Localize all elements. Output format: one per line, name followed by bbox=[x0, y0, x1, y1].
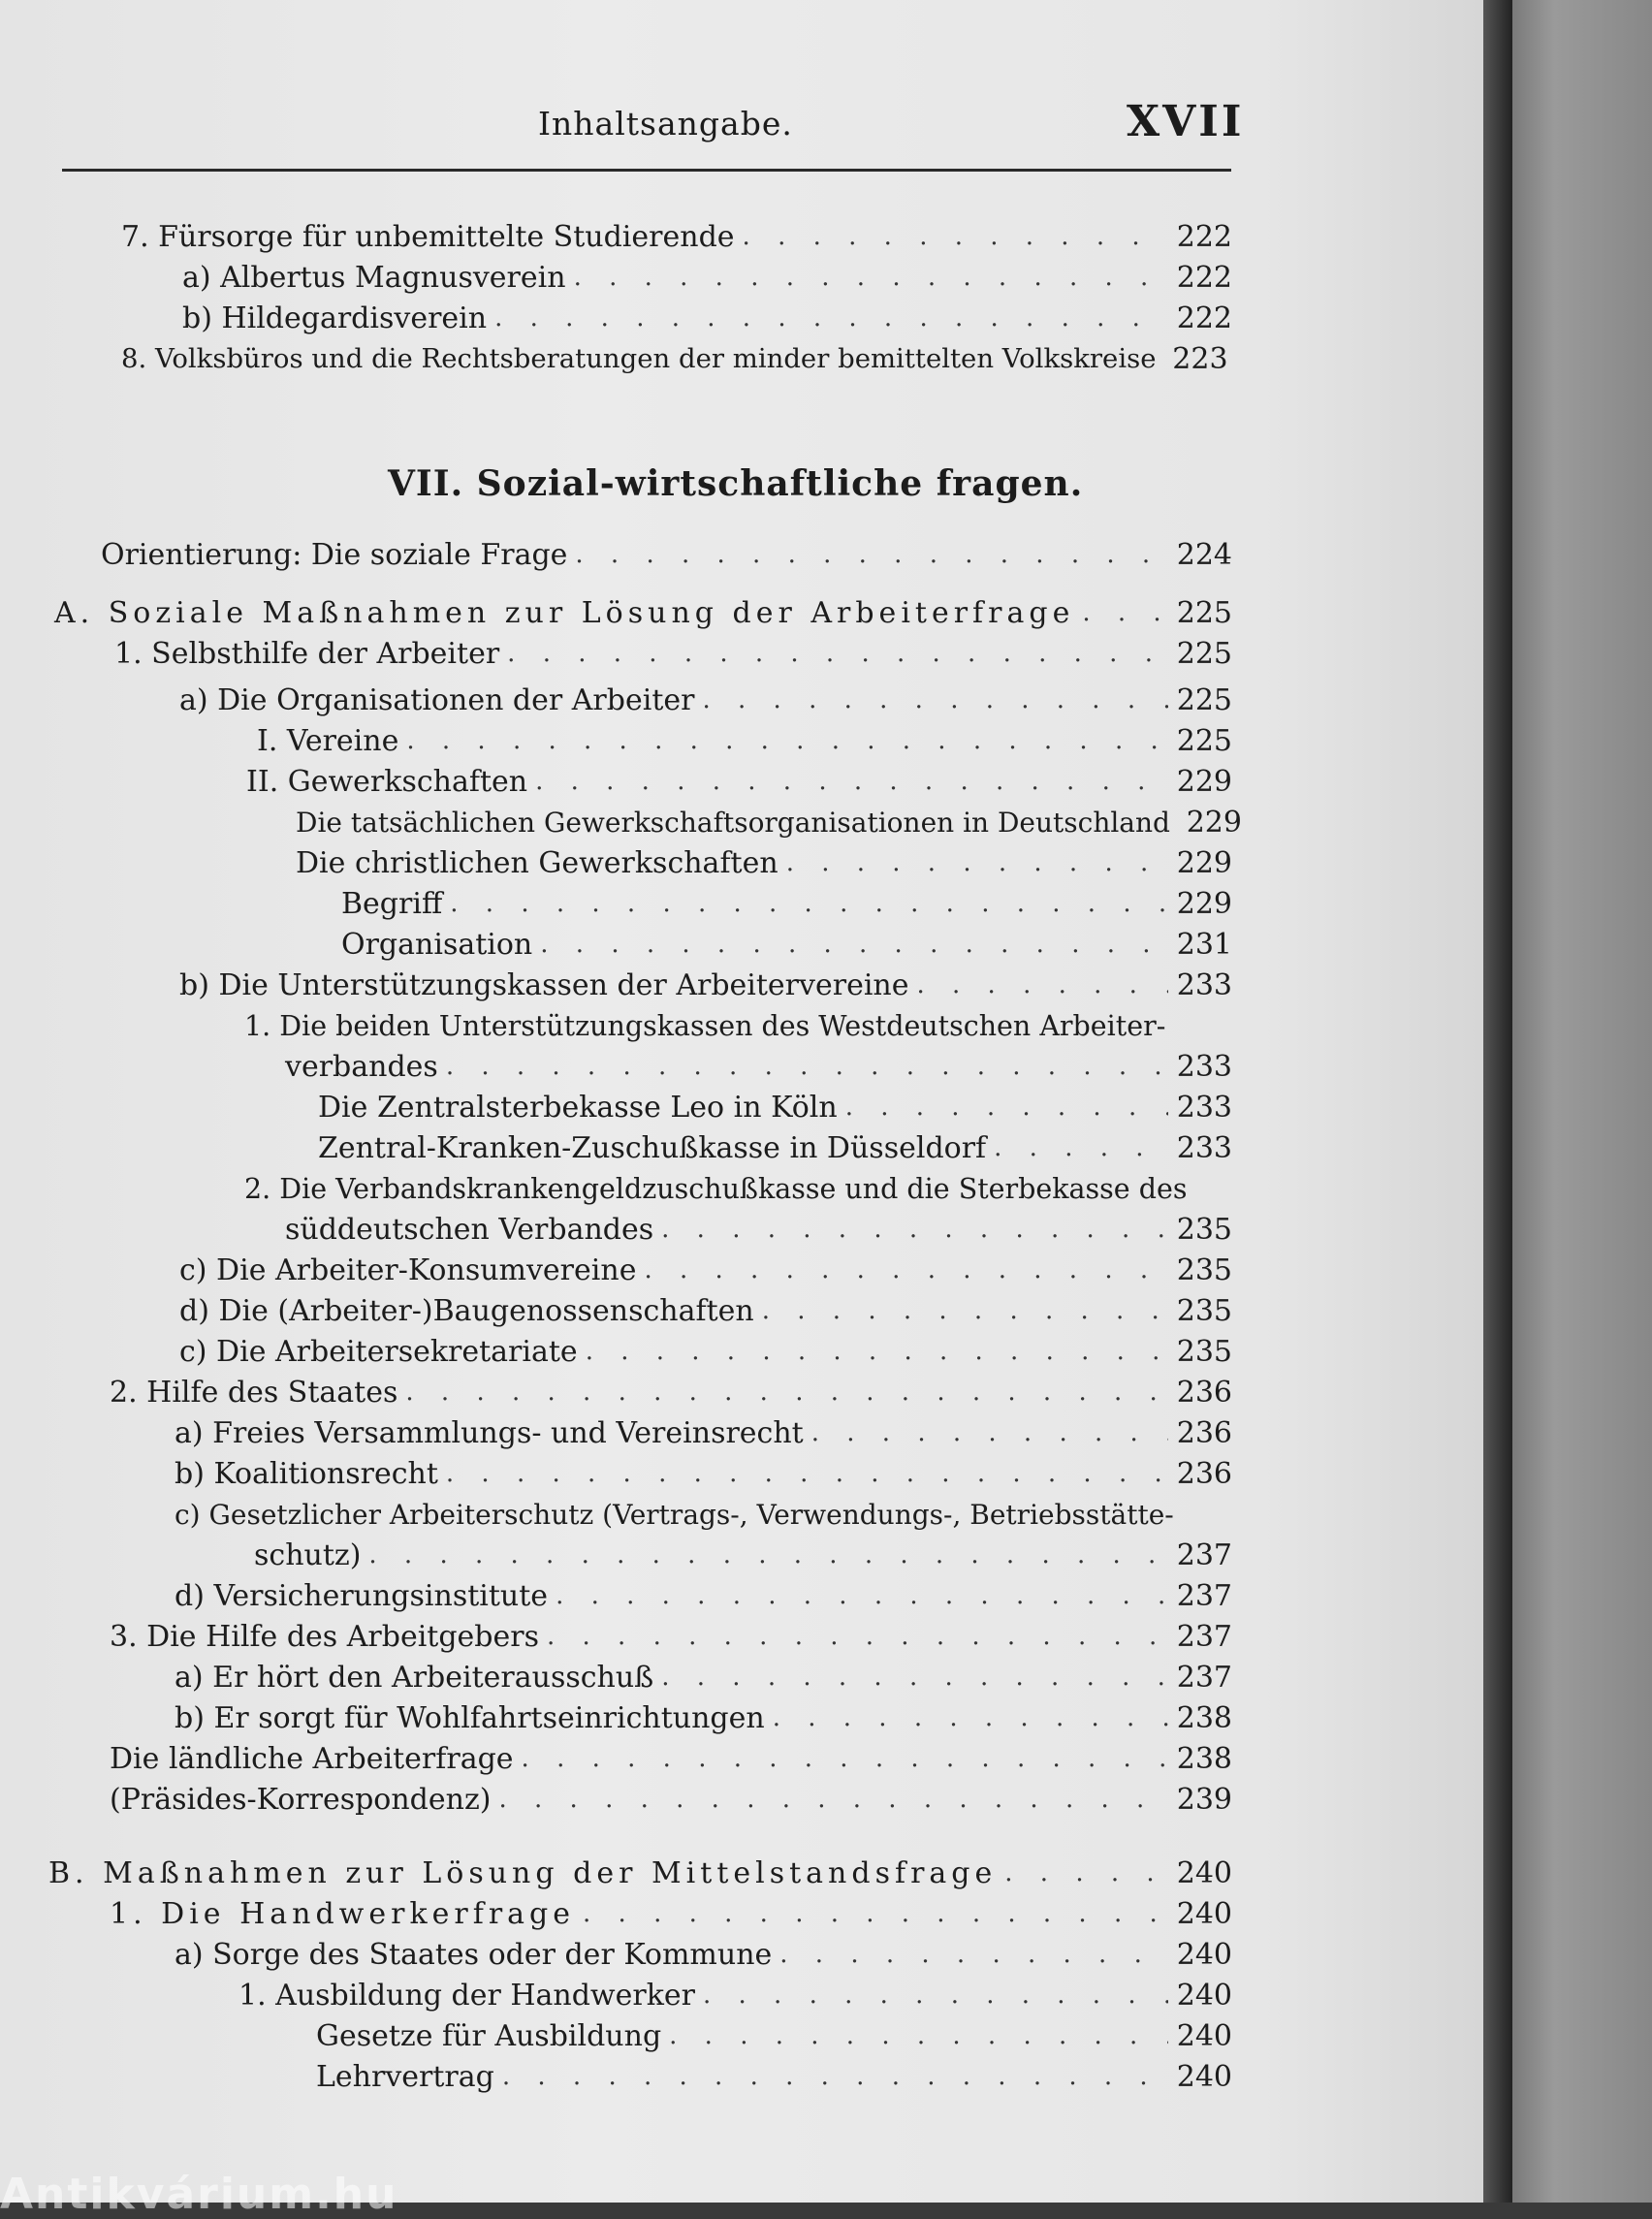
toc-entry: (Präsides-Korrespondenz) . . . 239 bbox=[110, 1780, 1232, 1819]
page-number: XVII bbox=[1127, 97, 1245, 146]
toc-entry: c) Die Arbeiter-Konsumvereine . . . 235 bbox=[179, 1251, 1232, 1289]
toc-entry: 1. Die beiden Unterstützungskassen des Westdeutschen Arbeiter- bbox=[244, 1009, 1166, 1042]
toc-entry: 8. Volksbüros und die Rechtsberatungen der minder bemittelten Volkskreise 223 bbox=[121, 341, 1228, 376]
toc-entry: Die tatsächlichen Gewerkschaftsorganisationen in Deutschland 229 bbox=[296, 805, 1242, 840]
toc-entry: 1. Die Handwerkerfrage . . . 240 bbox=[110, 1894, 1232, 1933]
toc-entry: Die Zentralsterbekasse Leo in Köln . . . 233 bbox=[318, 1088, 1232, 1126]
book-cover-background bbox=[1512, 0, 1652, 2203]
toc-entry: Begriff . . . 229 bbox=[341, 884, 1232, 923]
toc-entry: 2. Die Verbandskrankengeldzuschußkasse und die Sterbekasse des bbox=[244, 1172, 1188, 1205]
toc-entry: II. Gewerkschaften . . . 229 bbox=[246, 762, 1232, 801]
toc-entry: a) Freies Versammlungs- und Vereinsrecht . . . 236 bbox=[175, 1413, 1232, 1452]
toc-entry: I. Vereine . . . 225 bbox=[257, 721, 1232, 760]
running-header-title: Inhaltsangabe. bbox=[538, 105, 793, 143]
toc-entry: Gesetze für Ausbildung . . . 240 bbox=[316, 2016, 1232, 2055]
toc-entry: d) Versicherungsinstitute . . . 237 bbox=[175, 1576, 1232, 1615]
toc-entry: a) Albertus Magnusverein . . . 222 bbox=[182, 258, 1232, 297]
toc-entry: Organisation . . . 231 bbox=[341, 925, 1232, 964]
toc-entry: d) Die (Arbeiter-)Baugenossenschaften . . . 235 bbox=[179, 1291, 1232, 1330]
toc-entry: b) Die Unterstützungskassen der Arbeitervereine . . . 233 bbox=[179, 966, 1232, 1004]
toc-entry: Zentral-Kranken-Zuschußkasse in Düsseldorf . . . 233 bbox=[318, 1128, 1232, 1167]
toc-entry: Die christlichen Gewerkschaften . . . 229 bbox=[296, 843, 1232, 882]
toc-entry: Lehrvertrag . . . 240 bbox=[316, 2057, 1232, 2096]
toc-entry: 1. Selbsthilfe der Arbeiter . . . 225 bbox=[114, 634, 1232, 673]
toc-entry: c) Gesetzlicher Arbeiterschutz (Vertrags-, Verwendungs-, Betriebsstätte- bbox=[175, 1498, 1174, 1531]
toc-entry: c) Die Arbeitersekretariate . . . 235 bbox=[179, 1332, 1232, 1371]
toc-entry: verbandes . . . 233 bbox=[285, 1047, 1232, 1086]
toc-entry: Die ländliche Arbeiterfrage . . . 238 bbox=[110, 1739, 1232, 1778]
toc-entry: 1. Ausbildung der Handwerker . . . 240 bbox=[238, 1976, 1232, 2014]
toc-entry: 2. Hilfe des Staates . . . 236 bbox=[110, 1373, 1232, 1411]
toc-entry: 7. Fürsorge für unbemittelte Studierende . . . 222 bbox=[121, 217, 1232, 256]
toc-entry: b) Koalitionsrecht . . . 236 bbox=[175, 1454, 1232, 1493]
toc-entry: a) Er hört den Arbeiterausschuß . . . 237 bbox=[175, 1658, 1232, 1696]
toc-entry: A. Soziale Maßnahmen zur Lösung der Arbeiterfrage . . . 225 bbox=[54, 593, 1232, 632]
toc-entry: a) Die Organisationen der Arbeiter . . . 225 bbox=[179, 681, 1232, 719]
toc-entry: schutz) . . . 237 bbox=[254, 1536, 1232, 1574]
section-heading: VII. Sozial-wirtschaftliche fragen. bbox=[388, 463, 1084, 504]
toc-entry: 3. Die Hilfe des Arbeitgebers . . . 237 bbox=[110, 1617, 1232, 1656]
toc-entry: b) Hildegardisverein . . . 222 bbox=[182, 299, 1232, 337]
watermark: Antikvárium.hu bbox=[0, 2170, 398, 2219]
toc-entry: a) Sorge des Staates oder der Kommune . . . 240 bbox=[175, 1935, 1232, 1974]
toc-entry: b) Er sorgt für Wohlfahrtseinrichtungen . . . 238 bbox=[175, 1698, 1232, 1737]
toc-entry: Orientierung: Die soziale Frage . . . 224 bbox=[101, 535, 1232, 574]
toc-entry: B. Maßnahmen zur Lösung der Mittelstandsfrage . . . 240 bbox=[48, 1854, 1232, 1892]
toc-entry: süddeutschen Verbandes . . . 235 bbox=[285, 1210, 1232, 1249]
book-spine-edge bbox=[1483, 0, 1512, 2203]
